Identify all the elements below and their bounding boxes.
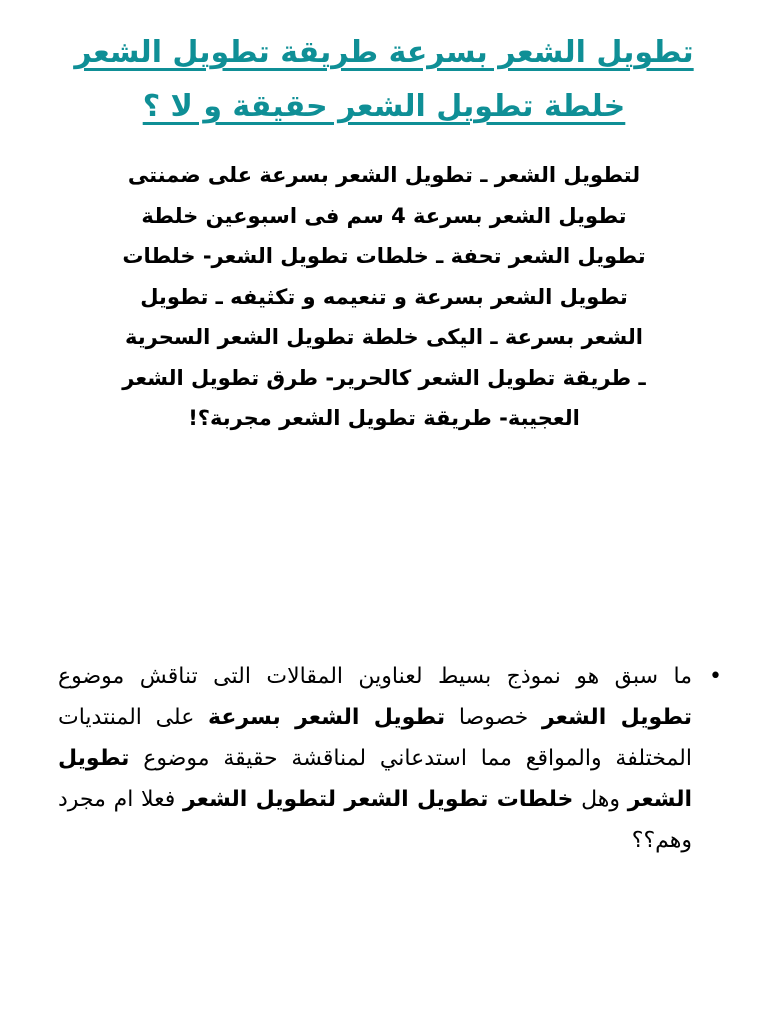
intro-paragraph: لتطويل الشعر ـ تطويل الشعر بسرعة على ضمنتى تطويل الشعر بسرعة 4 سم فى اسبوعين خلطة تطويل الشعر تحفة ـ خلطات تطويل الشعر- خلطات تطويل الشعر بسرعة و تنعيمه و تكثيفه ـ تطويل الشعر بسرعة ـ اليكى خلطة تطويل الشعر السحرية ـ طريقة تطويل الشعر كالحرير- طرق تطويل الشعر العجيبة- طريقة تطويل الشعر مجربة؟! (122, 163, 646, 430)
keyword-bold: خلطات تطويل الشعر لتطويل الشعر (183, 787, 574, 812)
bullet-text: ما سبق هو نموذج بسيط لعناوين المقالات التى تناقش موضوع تطويل الشعر خصوصا تطويل الشعر بسرعة على المنتديات المختلفة والمواقع مما استدعاني لمناقشة حقيقة موضوع تطويل الشعر وهل خلطات تطويل الشعر لتطويل الشعر فعلا ام مجرد وهم؟؟ (58, 664, 692, 853)
title-line-1: تطويل الشعر بسرعة طريقة تطويل الشعر (74, 35, 694, 70)
document-title (60, 26, 708, 134)
title-line-2: خلطة تطويل الشعر حقيقة و لا ؟ (142, 89, 626, 124)
keyword-bold: تطويل الشعر (58, 746, 692, 812)
bullet-marker: • (709, 664, 722, 689)
bullet-paragraph (58, 656, 722, 861)
keyword-bold: تطويل الشعر (541, 705, 692, 730)
keyword-bold: تطويل الشعر بسرعة (208, 705, 446, 730)
